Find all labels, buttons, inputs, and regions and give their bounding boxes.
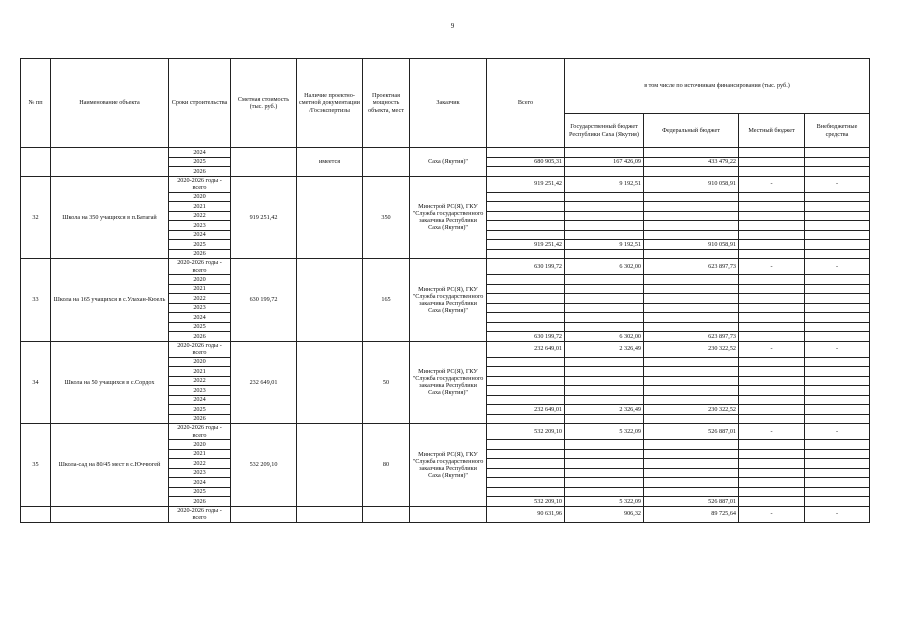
object-number: 32 [21, 176, 51, 259]
header-state-budget: Государственный бюджет Республики Саха (Якутия) [565, 114, 644, 148]
object-number: 35 [21, 424, 51, 507]
total-value: 232 649,01 [487, 405, 565, 415]
period-label: 2020-2026 годы - всего [169, 506, 231, 522]
year-cell: 2024 [169, 148, 231, 158]
object-row [21, 424, 870, 440]
total-value: 232 649,01 [487, 341, 565, 357]
federal-value: 433 479,22 [644, 157, 739, 167]
year-cell: 2025 [169, 405, 231, 415]
year-cell: 2024 [169, 313, 231, 323]
object-row [21, 506, 870, 522]
object-name: Школа-сад на 80/45 мест в с.Юччюгей [51, 424, 169, 507]
object-name: Школа на 350 учащихся в п.Батагай [51, 176, 169, 259]
federal-value: 89 725,64 [644, 506, 739, 522]
year-cell: 2026 [169, 414, 231, 424]
year-cell: 2026 [169, 332, 231, 342]
year-cell: 2021 [169, 449, 231, 459]
state-value: 2 326,49 [565, 405, 644, 415]
period-label: 2020-2026 годы - всего [169, 176, 231, 192]
year-cell: 2024 [169, 230, 231, 240]
federal-value: 230 322,52 [644, 405, 739, 415]
year-cell: 2020 [169, 357, 231, 367]
total-value: 90 631,96 [487, 506, 565, 522]
total-value: 919 251,42 [487, 240, 565, 250]
customer-cell: Минстрой РС(Я), ГКУ "Служба государственного заказчика Республики Саха (Якутия)" [410, 176, 487, 259]
state-value: 5 322,09 [565, 497, 644, 507]
local-value: - [739, 341, 805, 357]
header-extra-budget: Внебюджетные средства [805, 114, 870, 148]
header-total: Всего [487, 59, 565, 148]
year-cell: 2020 [169, 275, 231, 285]
capacity-value: 350 [363, 176, 410, 259]
total-value: 680 905,31 [487, 157, 565, 167]
year-cell: 2025 [169, 240, 231, 250]
header-terms: Сроки строительства [169, 59, 231, 148]
capacity-value: 50 [363, 341, 410, 424]
customer-cell: Минстрой РС(Я), ГКУ "Служба государственного заказчика Республики Саха (Якутия)" [410, 259, 487, 342]
federal-value: 526 887,01 [644, 497, 739, 507]
total-value: 532 209,10 [487, 424, 565, 440]
state-value: 2 326,49 [565, 341, 644, 357]
year-cell: 2021 [169, 284, 231, 294]
object-row [21, 259, 870, 275]
state-value: 6 302,00 [565, 259, 644, 275]
state-value: 167 426,09 [565, 157, 644, 167]
year-cell: 2020 [169, 192, 231, 202]
year-cell: 2022 [169, 459, 231, 469]
year-cell: 2022 [169, 294, 231, 304]
estimated-cost: 919 251,42 [231, 176, 297, 259]
state-value: 6 302,00 [565, 332, 644, 342]
object-name: Школа на 50 учащихся в с.Сордох [51, 341, 169, 424]
state-value: 9 192,51 [565, 240, 644, 250]
page-number: 9 [450, 22, 455, 30]
federal-value: 526 887,01 [644, 424, 739, 440]
header-sources: в том числе по источникам финансирования (тыс. руб.) [565, 59, 870, 114]
year-cell: 2025 [169, 487, 231, 497]
state-value: 9 192,51 [565, 176, 644, 192]
total-value: 630 199,72 [487, 332, 565, 342]
local-value: - [739, 259, 805, 275]
header-local-budget: Местный бюджет [739, 114, 805, 148]
period-label: 2020-2026 годы - всего [169, 424, 231, 440]
header-docs: Наличие проектно-сметной документации /Госэкспертизы [297, 59, 363, 148]
extra-value: - [805, 176, 870, 192]
federal-value: 623 897,73 [644, 332, 739, 342]
object-number: 33 [21, 259, 51, 342]
extra-value: - [805, 506, 870, 522]
capacity-value: 80 [363, 424, 410, 507]
header-capacity: Проектная мощность объекта, мест [363, 59, 410, 148]
header-federal-budget: Федеральный бюджет [644, 114, 739, 148]
federal-value: 230 322,52 [644, 341, 739, 357]
estimated-cost: 630 199,72 [231, 259, 297, 342]
header-no: № пп [21, 59, 51, 148]
year-cell: 2022 [169, 376, 231, 386]
federal-value: 623 897,73 [644, 259, 739, 275]
extra-value: - [805, 424, 870, 440]
customer-cell: Минстрой РС(Я), ГКУ "Служба государственного заказчика Республики Саха (Якутия)" [410, 424, 487, 507]
total-value: 630 199,72 [487, 259, 565, 275]
total-value: 919 251,42 [487, 176, 565, 192]
header-customer: Заказчик [410, 59, 487, 148]
header-cost: Сметная стоимость (тыс. руб.) [231, 59, 297, 148]
extra-value: - [805, 341, 870, 357]
docs-status: имеется [297, 148, 363, 177]
federal-value: 910 058,91 [644, 176, 739, 192]
year-cell: 2025 [169, 322, 231, 332]
year-cell: 2021 [169, 367, 231, 377]
financing-table [20, 58, 870, 523]
object-row [21, 176, 870, 192]
year-cell: 2022 [169, 211, 231, 221]
state-value: 906,32 [565, 506, 644, 522]
local-value: - [739, 176, 805, 192]
year-cell: 2024 [169, 395, 231, 405]
extra-value: - [805, 259, 870, 275]
year-cell: 2023 [169, 221, 231, 231]
state-value: 5 322,09 [565, 424, 644, 440]
year-cell: 2023 [169, 386, 231, 396]
local-value: - [739, 506, 805, 522]
object-name: Школа на 165 учащихся в с.Улахан-Кюель [51, 259, 169, 342]
year-cell: 2026 [169, 249, 231, 259]
estimated-cost: 532 209,10 [231, 424, 297, 507]
year-cell: 2021 [169, 202, 231, 212]
year-cell: 2020 [169, 440, 231, 450]
carry-row [21, 148, 870, 158]
capacity-value: 165 [363, 259, 410, 342]
year-cell: 2026 [169, 167, 231, 177]
customer-cell: Минстрой РС(Я), ГКУ "Служба государственного заказчика Республики Саха (Якутия)" [410, 341, 487, 424]
customer-cell: Саха (Якутия)" [410, 148, 487, 177]
period-label: 2020-2026 годы - всего [169, 341, 231, 357]
header-name: Наименование объекта [51, 59, 169, 148]
total-value: 532 209,10 [487, 497, 565, 507]
period-label: 2020-2026 годы - всего [169, 259, 231, 275]
year-cell: 2024 [169, 478, 231, 488]
year-cell: 2026 [169, 497, 231, 507]
year-cell: 2025 [169, 157, 231, 167]
object-row [21, 341, 870, 357]
object-number: 34 [21, 341, 51, 424]
federal-value: 910 058,91 [644, 240, 739, 250]
year-cell: 2023 [169, 468, 231, 478]
local-value: - [739, 424, 805, 440]
year-cell: 2023 [169, 303, 231, 313]
estimated-cost: 232 649,01 [231, 341, 297, 424]
